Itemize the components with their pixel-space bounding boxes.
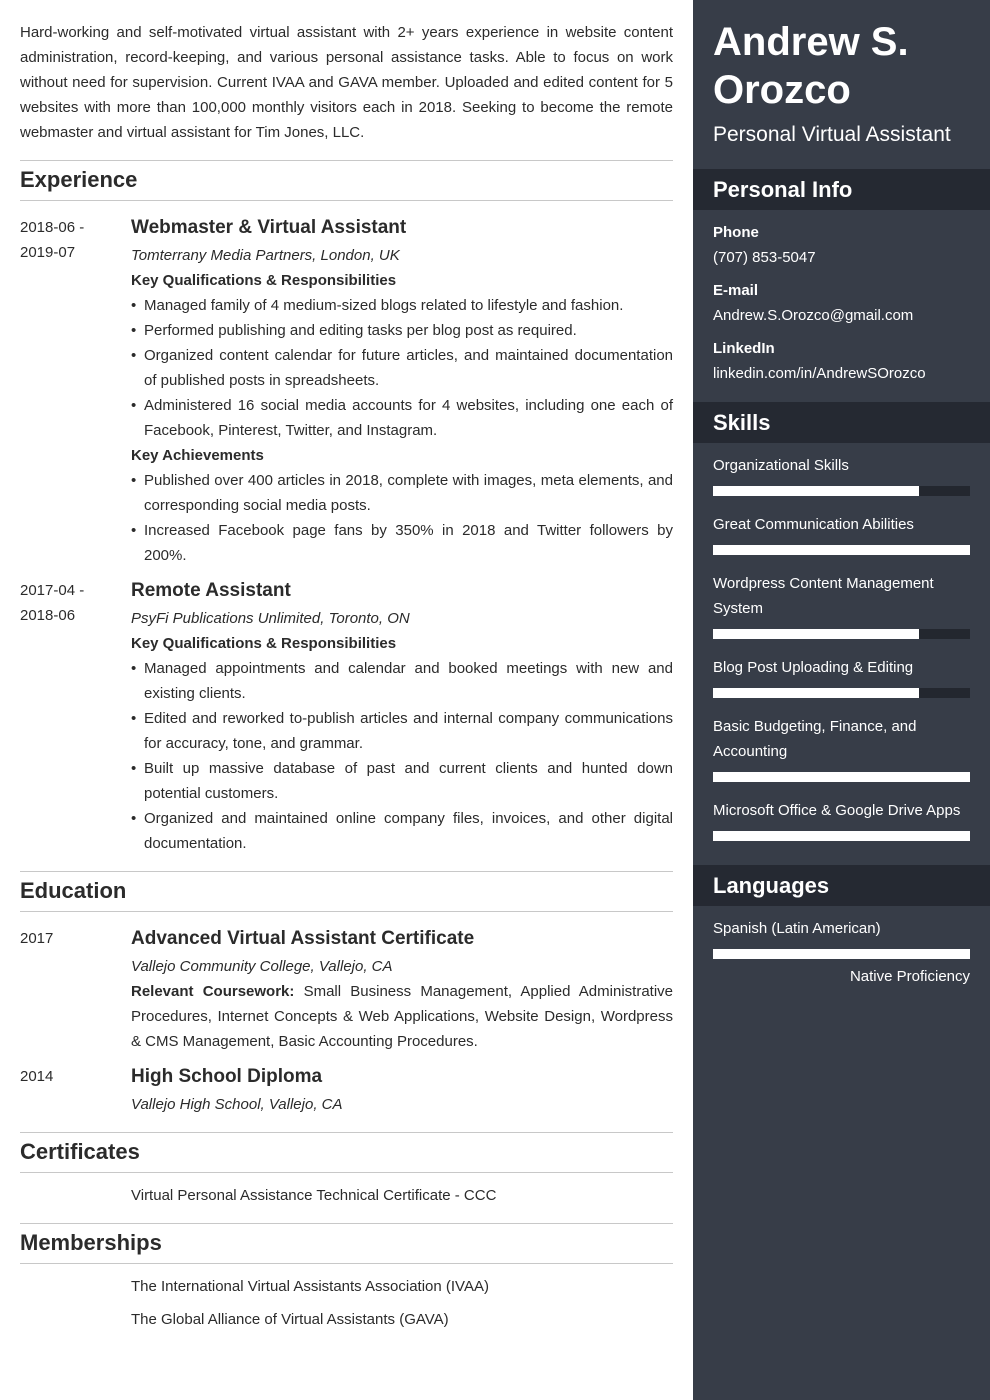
- skill-bar: [713, 831, 970, 841]
- education-heading: Education: [20, 871, 673, 912]
- list-item: • Performed publishing and editing tasks per blog post as required.: [131, 322, 577, 339]
- email-label: E-mail: [713, 282, 759, 299]
- skill-name: Organizational Skills: [713, 457, 849, 474]
- skill-bar-fill: [713, 629, 919, 639]
- job-dates: 2017-04 - 2018-06: [20, 582, 85, 624]
- qualifications-list: [131, 656, 673, 856]
- achievements-heading: Key Achievements: [131, 447, 264, 464]
- list-item: • Managed appointments and calendar and booked meetings with new and existing clients.: [131, 660, 673, 702]
- skill-name: Basic Budgeting, Finance, and Accounting: [713, 718, 917, 760]
- skill-bar: [713, 629, 970, 639]
- qualifications-heading: Key Qualifications & Responsibilities: [131, 635, 397, 652]
- skill-bar-fill: [713, 688, 919, 698]
- list-item: • Increased Facebook page fans by 350% in 2018 and Twitter followers by 200%.: [131, 522, 673, 564]
- personal-info: [693, 220, 990, 386]
- languages-heading: Languages: [693, 865, 990, 906]
- membership-item: The Global Alliance of Virtual Assistants (GAVA): [131, 1311, 449, 1328]
- skill-name: Microsoft Office & Google Drive Apps: [713, 802, 961, 819]
- education-year: 2014: [20, 1068, 54, 1085]
- personal-info-heading: Personal Info: [693, 169, 990, 210]
- skill-name: Wordpress Content Management System: [713, 575, 934, 617]
- education-section: [20, 871, 673, 1117]
- certificates-heading: Certificates: [20, 1132, 673, 1173]
- list-item: • Administered 16 social media accounts for 4 websites, including one each of Facebook, Pinterest, Twitter, and Instagram.: [131, 397, 673, 439]
- job-title: Webmaster & Virtual Assistant: [131, 217, 407, 238]
- job-entry: [20, 215, 673, 568]
- list-item: • Edited and reworked to-publish articles and internal company communications for accuracy, tone, and grammar.: [131, 710, 673, 752]
- skill-bar: [713, 688, 970, 698]
- main-column: [20, 0, 673, 1332]
- skill-item: [693, 571, 990, 639]
- qualifications-heading: Key Qualifications & Responsibilities: [131, 272, 397, 289]
- experience-heading: Experience: [20, 160, 673, 201]
- membership-item: The International Virtual Assistants Association (IVAA): [131, 1278, 489, 1295]
- skill-bar-fill: [713, 772, 970, 782]
- language-bar: [713, 949, 970, 959]
- education-title: Advanced Virtual Assistant Certificate: [131, 928, 475, 949]
- education-title: High School Diploma: [131, 1066, 323, 1087]
- linkedin-value: linkedin.com/in/AndrewSOrozco: [713, 365, 926, 382]
- coursework: Relevant Coursework: Small Business Management, Applied Administrative Procedures, Internet Concepts & Web Applications, Website Design, Wordpress & CMS Management, Basic Accounting Procedures.: [131, 983, 673, 1050]
- skill-bar-fill: [713, 831, 970, 841]
- skill-name: Blog Post Uploading & Editing: [713, 659, 914, 676]
- education-entry: [20, 1064, 673, 1117]
- skill-bar: [713, 545, 970, 555]
- job-title: Remote Assistant: [131, 580, 291, 601]
- sidebar: [693, 0, 990, 1400]
- skill-bar: [713, 772, 970, 782]
- skill-item: [693, 655, 990, 698]
- education-school: Vallejo High School, Vallejo, CA: [131, 1096, 343, 1113]
- education-year: 2017: [20, 930, 54, 947]
- list-item: • Managed family of 4 medium-sized blogs related to lifestyle and fashion.: [131, 297, 624, 314]
- job-dates: 2018-06 - 2019-07: [20, 219, 85, 261]
- certificates-section: [20, 1132, 673, 1208]
- skill-name: Great Communication Abilities: [713, 516, 914, 533]
- candidate-name: Andrew S. Orozco: [713, 20, 909, 112]
- phone-value: (707) 853-5047: [713, 249, 816, 266]
- education-entry: [20, 926, 673, 1054]
- qualifications-list: [131, 293, 673, 443]
- skill-item: [693, 512, 990, 555]
- phone-label: Phone: [713, 224, 759, 241]
- job-company: Tomterrany Media Partners, London, UK: [131, 247, 400, 264]
- skills-list: [693, 453, 990, 841]
- list-item: • Built up massive database of past and current clients and hunted down potential customers.: [131, 760, 673, 802]
- language-name: Spanish (Latin American): [713, 920, 881, 937]
- job-company: PsyFi Publications Unlimited, Toronto, ON: [131, 610, 410, 627]
- certificate-item: Virtual Personal Assistance Technical Certificate - CCC: [131, 1187, 497, 1204]
- list-item: • Organized and maintained online company files, invoices, and other digital documentation.: [131, 810, 673, 852]
- list-item: • Published over 400 articles in 2018, complete with images, meta elements, and corresponding social media posts.: [131, 472, 673, 514]
- email-value: Andrew.S.Orozco@gmail.com: [713, 307, 914, 324]
- skill-item: [693, 798, 990, 841]
- skill-bar-fill: [713, 545, 970, 555]
- skills-heading: Skills: [693, 402, 990, 443]
- skill-item: [693, 714, 990, 782]
- achievements-list: [131, 468, 673, 568]
- language-item: [693, 916, 990, 989]
- summary: Hard-working and self-motivated virtual assistant with 2+ years experience in website content administration, record-keeping, and various personal assistance tasks. Able to focus on work without need for supervision. Current IVAA and GAVA member. Uploaded and edited content for 5 websites with more than 100,000 monthly visitors each in 2018. Seeking to become the remote webmaster and virtual assistant for Tim Jones, LLC.: [20, 24, 673, 141]
- skill-item: [693, 453, 990, 496]
- language-level: Native Proficiency: [849, 968, 970, 985]
- candidate-role: Personal Virtual Assistant: [713, 123, 951, 146]
- memberships-heading: Memberships: [20, 1223, 673, 1264]
- experience-section: [20, 160, 673, 856]
- job-entry: [20, 578, 673, 856]
- memberships-section: [20, 1223, 673, 1332]
- skill-bar: [713, 486, 970, 496]
- education-school: Vallejo Community College, Vallejo, CA: [131, 958, 393, 975]
- skill-bar-fill: [713, 486, 919, 496]
- list-item: • Organized content calendar for future articles, and maintained documentation of published posts in spreadsheets.: [131, 347, 673, 389]
- language-bar-fill: [713, 949, 970, 959]
- linkedin-label: LinkedIn: [713, 340, 775, 357]
